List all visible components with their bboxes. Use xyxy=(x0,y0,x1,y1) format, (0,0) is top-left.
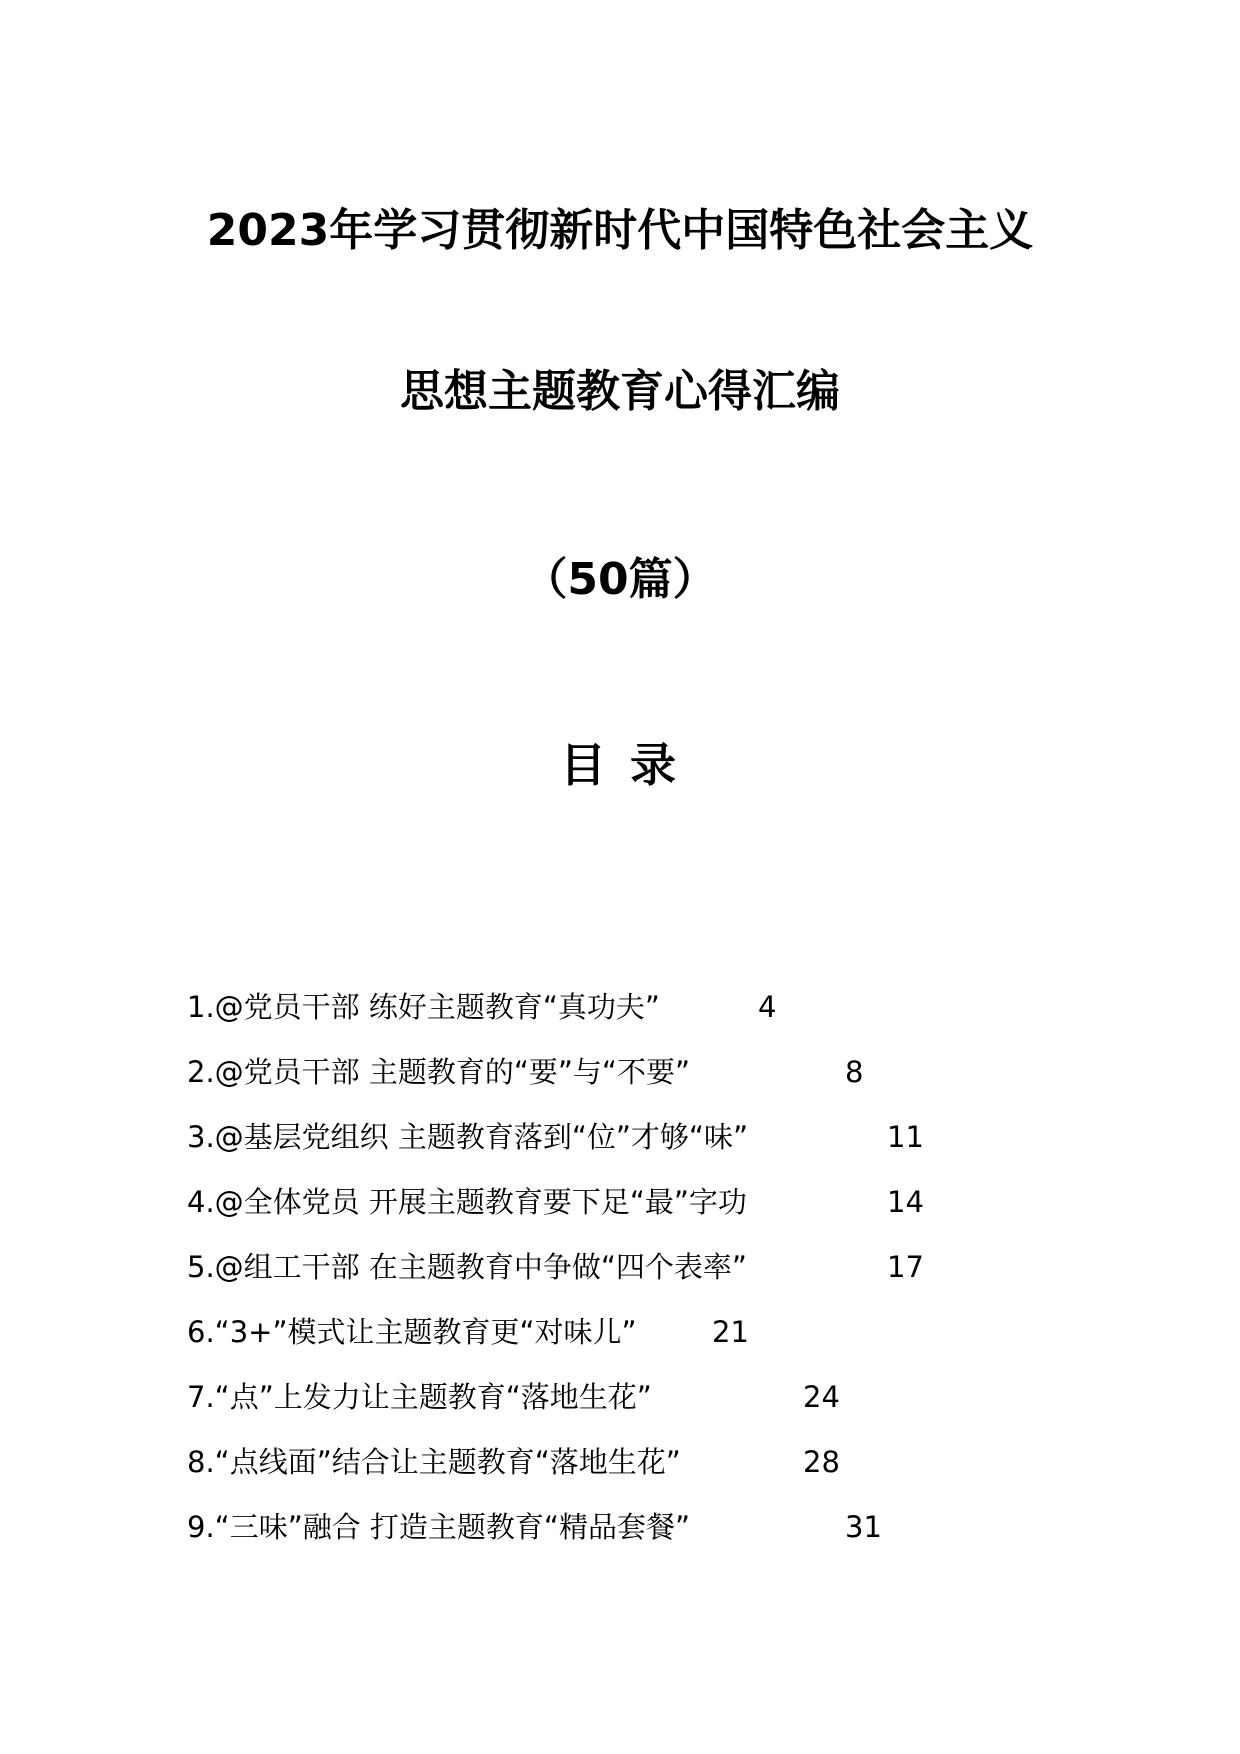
toc-entry[interactable] xyxy=(187,1246,1087,1311)
toc-entry-page: 11 xyxy=(887,1120,924,1154)
toc-entry-page: 14 xyxy=(887,1185,924,1219)
toc-entry-page: 8 xyxy=(845,1055,864,1089)
document-subtitle: （50篇） xyxy=(523,554,717,605)
toc-entry-title: 4.@全体党员 开展主题教育要下足“最”字功 xyxy=(187,1185,747,1219)
toc-entry-title: 8.“点线面”结合让主题教育“落地生花” xyxy=(187,1445,681,1479)
table-of-contents xyxy=(187,986,1087,1571)
toc-entry-title: 7.“点”上发力让主题教育“落地生花” xyxy=(187,1380,652,1414)
toc-entry[interactable] xyxy=(187,1311,1087,1376)
toc-heading: 目 录 xyxy=(559,738,680,792)
toc-entry-page: 31 xyxy=(845,1510,882,1544)
document-title-line-2: 思想主题教育心得汇编 xyxy=(400,366,840,417)
toc-entry-page: 17 xyxy=(887,1250,924,1284)
toc-entry-title: 1.@党员干部 练好主题教育“真功夫” xyxy=(187,990,660,1024)
toc-entry-title: 6.“3+”模式让主题教育更“对味儿” xyxy=(187,1315,637,1349)
toc-entry[interactable] xyxy=(187,1441,1087,1506)
toc-entry[interactable] xyxy=(187,1116,1087,1181)
toc-entry-page: 24 xyxy=(803,1380,840,1414)
toc-entry[interactable] xyxy=(187,1181,1087,1246)
toc-entry-page: 28 xyxy=(803,1445,840,1479)
toc-entry[interactable] xyxy=(187,986,1087,1051)
toc-entry-title: 9.“三味”融合 打造主题教育“精品套餐” xyxy=(187,1510,690,1544)
toc-entry-title: 5.@组工干部 在主题教育中争做“四个表率” xyxy=(187,1250,747,1284)
toc-entry-page: 21 xyxy=(712,1315,749,1349)
toc-entry-page: 4 xyxy=(758,990,777,1024)
toc-entry[interactable] xyxy=(187,1376,1087,1441)
toc-entry[interactable] xyxy=(187,1506,1087,1571)
toc-entry[interactable] xyxy=(187,1051,1087,1116)
toc-entry-title: 2.@党员干部 主题教育的“要”与“不要” xyxy=(187,1055,690,1089)
toc-entry-title: 3.@基层党组织 主题教育落到“位”才够“味” xyxy=(187,1120,748,1154)
document-title-line-1: 2023年学习贯彻新时代中国特色社会主义 xyxy=(206,205,1034,256)
